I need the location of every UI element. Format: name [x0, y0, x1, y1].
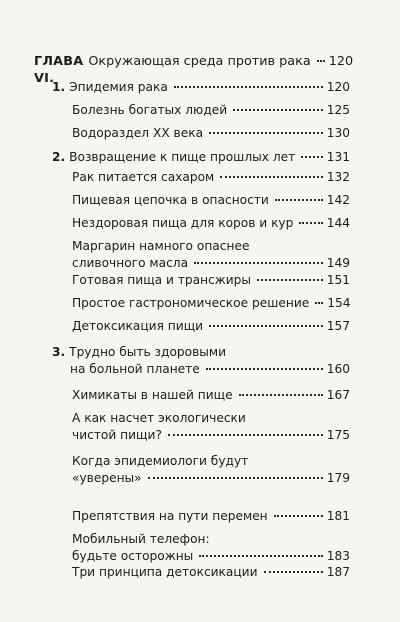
dot-leader	[168, 434, 323, 436]
subsection-title: Рак питается сахаром	[72, 170, 215, 184]
page-number: 125	[326, 103, 350, 117]
toc-subsection-entry	[72, 410, 350, 444]
subsection-title: Препятствия на пути перемен	[72, 509, 268, 523]
page-number: 131	[326, 150, 350, 164]
subsection-title: Простое гастрономическое решение	[72, 296, 310, 310]
dot-leader	[275, 199, 323, 201]
page-number: 167	[326, 388, 350, 402]
page-number: 181	[326, 509, 350, 523]
toc-subsection-entry	[72, 508, 350, 525]
dot-leader	[301, 156, 323, 158]
toc-subsection-entry	[72, 387, 350, 404]
section-title-line: на больной планете	[70, 362, 200, 376]
dot-leader	[299, 222, 322, 224]
dot-leader	[206, 368, 323, 370]
toc-subsection-entry	[72, 238, 350, 272]
page-number: 151	[326, 273, 350, 287]
toc-section-entry	[52, 344, 350, 378]
page-number: 179	[326, 471, 350, 485]
chapter-title: Окружающая среда против рака	[88, 54, 311, 69]
dot-leader	[315, 302, 323, 304]
page-number: 154	[327, 296, 351, 310]
toc-section-entry	[52, 149, 350, 166]
section-title: Возвращение к пище прошлых лет	[69, 150, 296, 164]
dot-leader	[148, 477, 323, 479]
toc-subsection-entry	[72, 564, 350, 581]
section-title-line: Трудно быть здоровыми	[69, 345, 227, 359]
dot-leader	[264, 571, 323, 573]
toc-subsection-entry	[72, 169, 350, 186]
page-number: 144	[326, 216, 350, 230]
subsection-title-line: будьте осторожны	[72, 549, 194, 563]
section-title-line-wrap	[52, 344, 350, 361]
page-number: 157	[326, 319, 350, 333]
page-number: 149	[326, 256, 350, 270]
toc-subsection-entry	[72, 295, 350, 312]
page-number: 130	[326, 126, 350, 140]
subsection-title: Нездоровая пища для коров и кур	[72, 216, 294, 230]
subsection-title-line: сливочного масла	[72, 256, 189, 270]
subsection-title-line: чистой пищи?	[72, 428, 162, 442]
dot-leader	[239, 394, 323, 396]
dot-leader	[209, 325, 323, 327]
toc-subsection-entry	[72, 102, 350, 119]
subsection-title: Водораздел XX века	[72, 126, 204, 140]
page-number: 142	[326, 193, 350, 207]
section-number: 3.	[52, 345, 66, 359]
toc-subsection-entry	[72, 318, 350, 335]
page-number: 120	[326, 80, 350, 94]
dot-leader	[194, 262, 323, 264]
page-number: 120	[328, 54, 354, 69]
subsection-title: Химикаты в нашей пище	[72, 388, 233, 402]
subsection-title: Готовая пища и трансжиры	[72, 273, 252, 287]
subsection-title-line: «уверены»	[72, 471, 142, 485]
dot-leader	[209, 132, 323, 134]
page-number: 132	[326, 170, 350, 184]
subsection-title: Пищевая цепочка в опасности	[72, 193, 269, 207]
dot-leader	[174, 86, 323, 88]
toc-subsection-entry	[72, 531, 350, 565]
section-number: 2.	[52, 150, 66, 164]
subsection-title-line: Когда эпидемиологи будут	[72, 454, 249, 468]
toc-subsection-entry	[72, 192, 350, 209]
section-title: Эпидемия рака	[69, 80, 168, 94]
dot-leader	[274, 515, 323, 517]
section-number: 1.	[52, 80, 66, 94]
dot-leader	[220, 176, 322, 178]
dot-leader	[317, 60, 325, 62]
chapter-label: ГЛАВА VI.	[34, 54, 84, 86]
page-number: 175	[326, 428, 350, 442]
toc-subsection-entry	[72, 125, 350, 142]
dot-leader	[233, 109, 323, 111]
dot-leader	[257, 279, 323, 281]
toc-subsection-entry	[72, 272, 350, 289]
page-number: 160	[326, 362, 350, 376]
toc-subsection-entry	[72, 215, 350, 232]
page-number: 187	[326, 565, 350, 579]
dot-leader	[199, 555, 322, 557]
subsection-title-line: Мобильный телефон:	[72, 532, 210, 546]
toc-section-entry	[52, 79, 350, 96]
toc-subsection-entry	[72, 453, 350, 487]
page-number: 183	[326, 549, 350, 563]
subsection-title: Детоксикация пищи	[72, 319, 204, 333]
subsection-title: Болезнь богатых людей	[72, 103, 228, 117]
subsection-title-line: Маргарин намного опаснее	[72, 239, 250, 253]
subsection-title-line: А как насчет экологически	[72, 411, 246, 425]
subsection-title: Три принципа детоксикации	[72, 565, 258, 579]
